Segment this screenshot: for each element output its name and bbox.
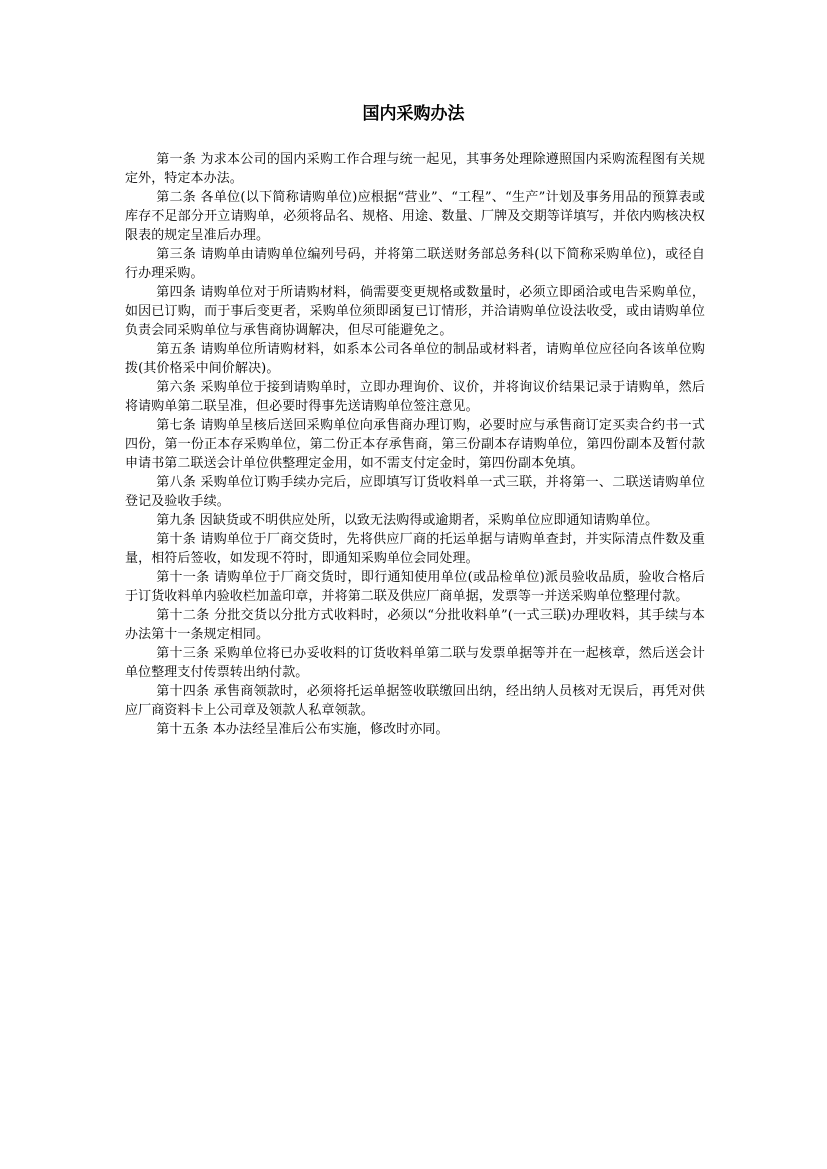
article-6: 第六条 采购单位于接到请购单时，立即办理询价、议价，并将询议价结果记录于请购单，然后将请购单第二联呈准，但必要时得事先送请购单位签注意见。 (125, 380, 705, 414)
article-9: 第九条 因缺货或不明供应处所，以致无法购得或逾期者，采购单位应即通知请购单位。 (156, 513, 659, 528)
article-11: 第十一条 请购单位于厂商交货时，即行通知使用单位(或品检单位)派员验收品质，验收合格后于订货收料单内验收栏加盖印章，并将第二联及供应厂商单据，发票等一并送采购单位整理付款。 (125, 570, 705, 604)
document-body (125, 150, 705, 739)
article-2: 第二条 各单位(以下简称请购单位)应根据“营业”、“工程”、“生产”计划及事务用品的预算表或库存不足部分开立请购单，必须将品名、规格、用途、数量、厂牌及交期等详填写，并依内购核决权限表的规定呈准后办理。 (125, 190, 705, 243)
article-4: 第四条 请购单位对于所请购材料，倘需要变更规格或数量时，必须立即函洽或电告采购单位，如因已订购，而于事后变更者，采购单位须即函复已订情形，并洽请购单位设法收受，或由请购单位负责会同采购单位与承售商协调解决，但尽可能避免之。 (125, 285, 705, 338)
article-8: 第八条 采购单位订购手续办完后，应即填写订货收料单一式三联，并将第一、二联送请购单位登记及验收手续。 (125, 475, 705, 509)
article-5: 第五条 请购单位所请购材料，如系本公司各单位的制品或材料者，请购单位应径向各该单位购拨(其价格采中间价解决)。 (125, 342, 705, 376)
article-12: 第十二条 分批交货以分批方式收料时，必须以“分批收料单”(一式三联)办理收料，其手续与本办法第十一条规定相同。 (125, 608, 705, 642)
article-10: 第十条 请购单位于厂商交货时，先将供应厂商的托运单据与请购单查封，并实际清点件数及重量，相符后签收，如发现不符时，即通知采购单位会同处理。 (125, 532, 705, 566)
article-15: 第十五条 本办法经呈准后公布实施，修改时亦同。 (156, 722, 449, 737)
article-13: 第十三条 采购单位将已办妥收料的订货收料单第二联与发票单据等并在一起核章，然后送会计单位整理支付传票转出纳付款。 (125, 646, 705, 680)
article-14: 第十四条 承售商领款时，必须将托运单据签收联缴回出纳，经出纳人员核对无误后，再凭对供应厂商资料卡上公司章及领款人私章领款。 (125, 684, 705, 718)
document-title: 国内采购办法 (362, 104, 465, 124)
article-7: 第七条 请购单呈核后送回采购单位向承售商办理订购，必要时应与承售商订定买卖合约书一式四份，第一份正本存采购单位，第二份正本存承售商，第三份副本存请购单位，第四份副本及暂付款申请书第二联送会计单位供整理定金用，如不需支付定金时，第四份副本免填。 (125, 418, 705, 471)
article-1: 第一条 为求本公司的国内采购工作合理与统一起见，其事务处理除遵照国内采购流程图有关规定外，特定本办法。 (125, 152, 705, 186)
article-3: 第三条 请购单由请购单位编列号码，并将第二联送财务部总务科(以下简称采购单位)，或径自行办理采购。 (125, 247, 705, 281)
